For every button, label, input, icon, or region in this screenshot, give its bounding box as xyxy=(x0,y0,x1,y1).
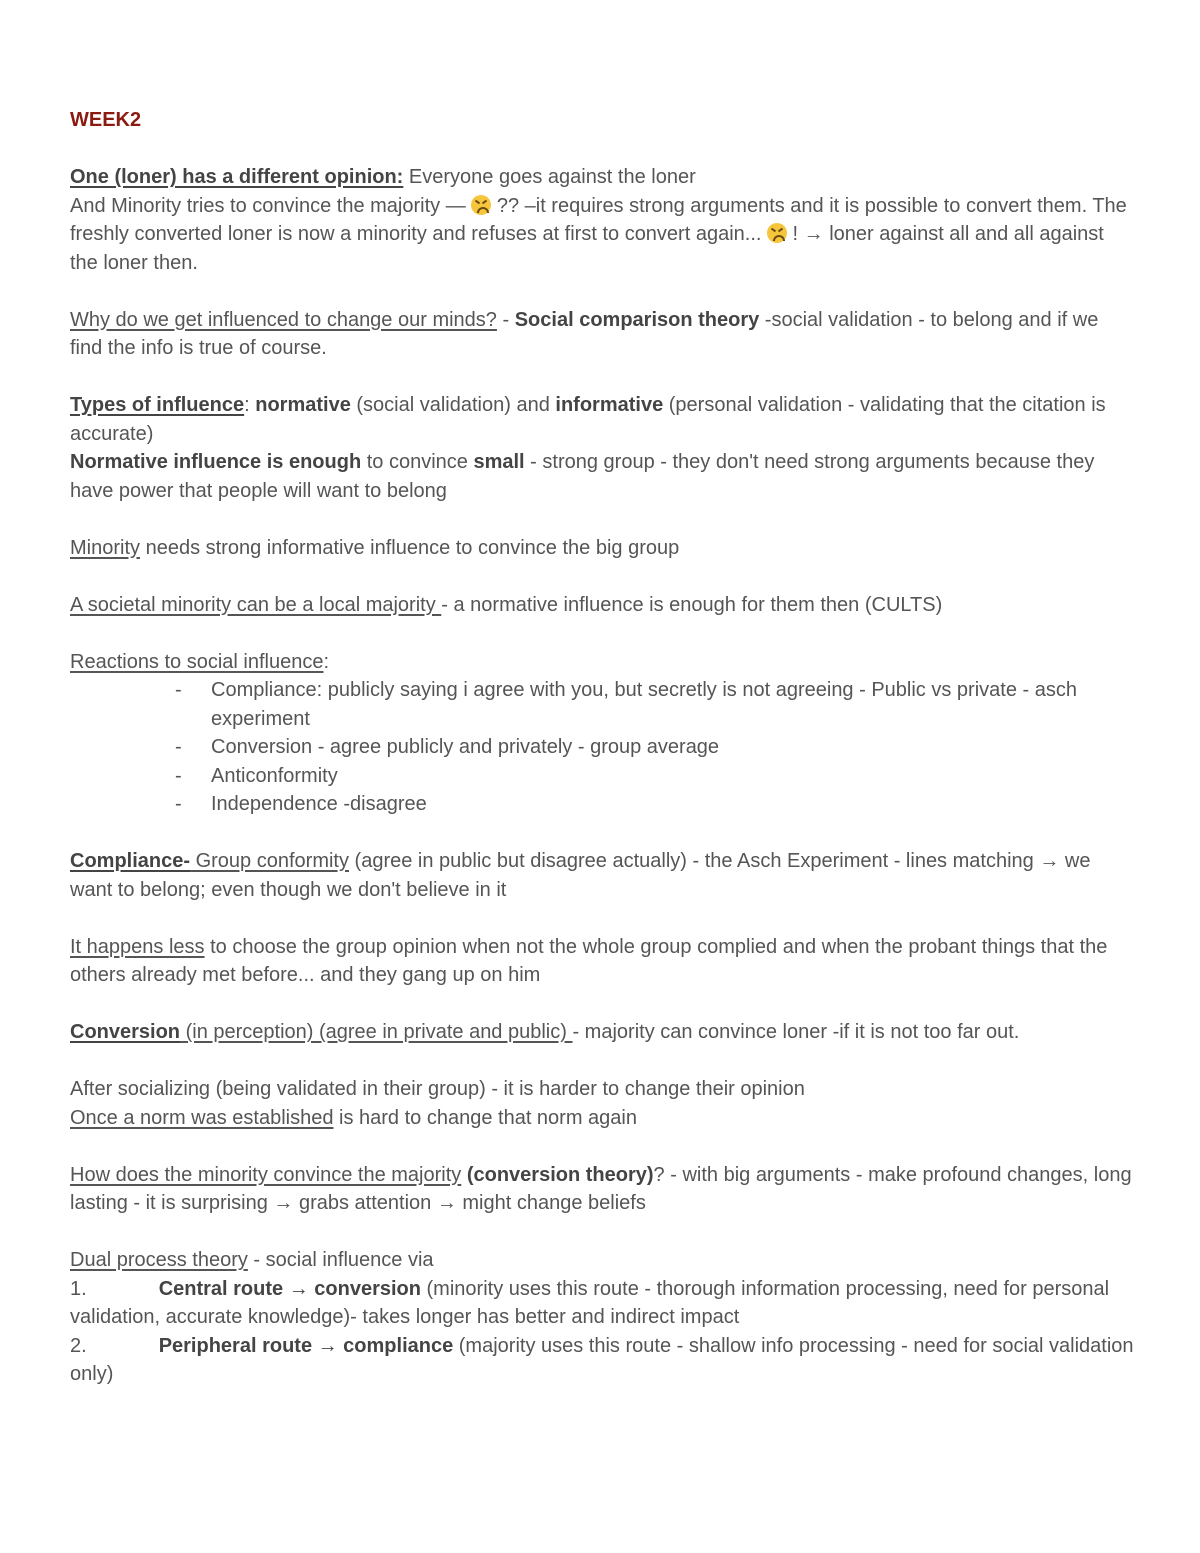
page-title: WEEK2 xyxy=(70,109,142,131)
conversion-term: Conversion xyxy=(70,1021,181,1043)
paragraph-loner xyxy=(70,163,1135,277)
conversion-theory-term: (conversion theory) xyxy=(466,1163,654,1186)
informative-text: (personal validation - validating that the citation is accurate) xyxy=(70,394,1106,445)
socializing-text: After socializing (being validated in their group) - it is harder to change their opinion xyxy=(70,1078,805,1100)
dizzy-face-icon xyxy=(471,195,491,215)
normative-term: normative xyxy=(255,394,351,416)
minority-text-b: ?? –it requires strong arguments and it is possible to convert them. The freshly converted loner is now a minority and refuses at first to convert again... xyxy=(70,194,1127,245)
minority-text: needs strong informative influence to convince the big group xyxy=(140,536,680,559)
paragraph-happens-less xyxy=(70,933,1135,990)
loner-heading: One (loner) has a different opinion: xyxy=(70,166,404,188)
paragraph-reactions xyxy=(70,648,1135,677)
dual-process-heading: Dual process theory xyxy=(70,1249,248,1271)
societal-minority-text: - a normative influence is enough for them then (CULTS) xyxy=(441,593,943,616)
paragraph-normative-enough xyxy=(70,448,1135,505)
minority-text-c: ! → loner against all and all against the loner then. xyxy=(70,223,1104,274)
compliance-text: (agree in public but disagree actually) - the Asch Experiment - lines matching → we want to belong; even though we don't believe in it xyxy=(70,850,1091,901)
peripheral-route-text: (majority uses this route - shallow info processing - need for social validation only) xyxy=(70,1334,1134,1385)
compliance-term: Compliance- xyxy=(70,850,191,872)
social-comparison-text: -social validation - to belong and if we find the info is true of course. xyxy=(70,308,1099,359)
list-item xyxy=(70,733,1135,762)
list-item xyxy=(70,1275,1135,1332)
minority-convince-text: ? - with big arguments - make profound changes, long lasting - it is surprising → grabs attention → might change beliefs xyxy=(70,1163,1132,1214)
list-item-text: Compliance: publicly saying i agree with you, but secretly is not agreeing - Public vs private - asch experiment xyxy=(211,679,1077,730)
normative-enough-term: Normative influence is enough xyxy=(70,451,362,473)
dash-bullet: - xyxy=(175,679,182,701)
loner-text: Everyone goes against the loner xyxy=(403,166,696,188)
reactions-colon: : xyxy=(323,650,330,673)
social-comparison-term: Social comparison theory xyxy=(514,308,760,331)
list-item xyxy=(70,676,1135,733)
paragraph-why-influenced xyxy=(70,306,1135,363)
strong-group-text: - strong group - they don't need strong arguments because they have power that people will want to belong xyxy=(70,451,1095,502)
reactions-heading: Reactions to social influence xyxy=(70,650,324,673)
list-item xyxy=(70,790,1135,819)
types-heading: Types of influence xyxy=(70,394,245,416)
paragraph-socializing xyxy=(70,1075,1135,1132)
normative-text: (social validation) and xyxy=(350,394,556,416)
central-route-term: Central route → conversion xyxy=(158,1277,421,1300)
dual-process-text: - social influence via xyxy=(247,1249,434,1271)
happens-less-heading: It happens less xyxy=(70,935,205,958)
normative-enough-text: to convince xyxy=(361,451,474,473)
list-number: 2. xyxy=(70,1334,87,1357)
group-conformity-heading: Group conformity xyxy=(190,850,349,872)
list-item-text: Anticonformity xyxy=(211,764,338,787)
dash-bullet: - xyxy=(175,793,182,815)
dash-bullet: - xyxy=(175,736,182,758)
dash-bullet: - xyxy=(175,764,182,787)
minority-text-a: And Minority tries to convince the majority — xyxy=(70,194,472,217)
paragraph-minority-convince xyxy=(70,1161,1135,1218)
why-influenced-heading: Why do we get influenced to change our minds? xyxy=(70,308,497,331)
norm-established-heading: Once a norm was established xyxy=(70,1106,334,1129)
paragraph-dual-process xyxy=(70,1246,1135,1275)
paragraph-minority xyxy=(70,534,1135,563)
list-number: 1. xyxy=(70,1277,87,1300)
central-route-text: (minority uses this route - thorough information processing, need for personal validation, accurate knowledge)- takes longer has better and indirect impact xyxy=(70,1277,1110,1328)
separator: - xyxy=(496,308,515,331)
document-body xyxy=(70,163,1135,1389)
minority-heading: Minority xyxy=(70,536,141,559)
small-term: small xyxy=(473,451,525,473)
peripheral-route-term: Peripheral route → compliance xyxy=(158,1334,454,1357)
paragraph-conversion xyxy=(70,1018,1135,1047)
list-item-text: Conversion - agree publicly and privately - group average xyxy=(211,736,720,758)
separator: : xyxy=(244,394,256,416)
list-item xyxy=(70,1332,1135,1389)
paragraph-compliance xyxy=(70,847,1135,904)
conversion-perception-heading: (in perception) (agree in private and public) xyxy=(180,1021,573,1043)
reactions-list xyxy=(70,676,1135,819)
happens-less-text: to choose the group opinion when not the whole group complied and when the probant things that the others already met before... and they gang up on him xyxy=(70,935,1108,986)
norm-established-text: is hard to change that norm again xyxy=(333,1106,637,1129)
minority-convince-heading: How does the minority convince the majority xyxy=(70,1163,462,1186)
informative-term: informative xyxy=(555,394,664,416)
confounded-face-icon xyxy=(767,223,787,243)
paragraph-types xyxy=(70,391,1135,448)
societal-minority-heading: A societal minority can be a local majority xyxy=(70,593,442,616)
list-item-text: Independence -disagree xyxy=(211,793,427,815)
list-item xyxy=(70,762,1135,791)
conversion-text: - majority can convince loner -if it is not too far out. xyxy=(572,1021,1020,1043)
paragraph-societal-minority xyxy=(70,591,1135,620)
